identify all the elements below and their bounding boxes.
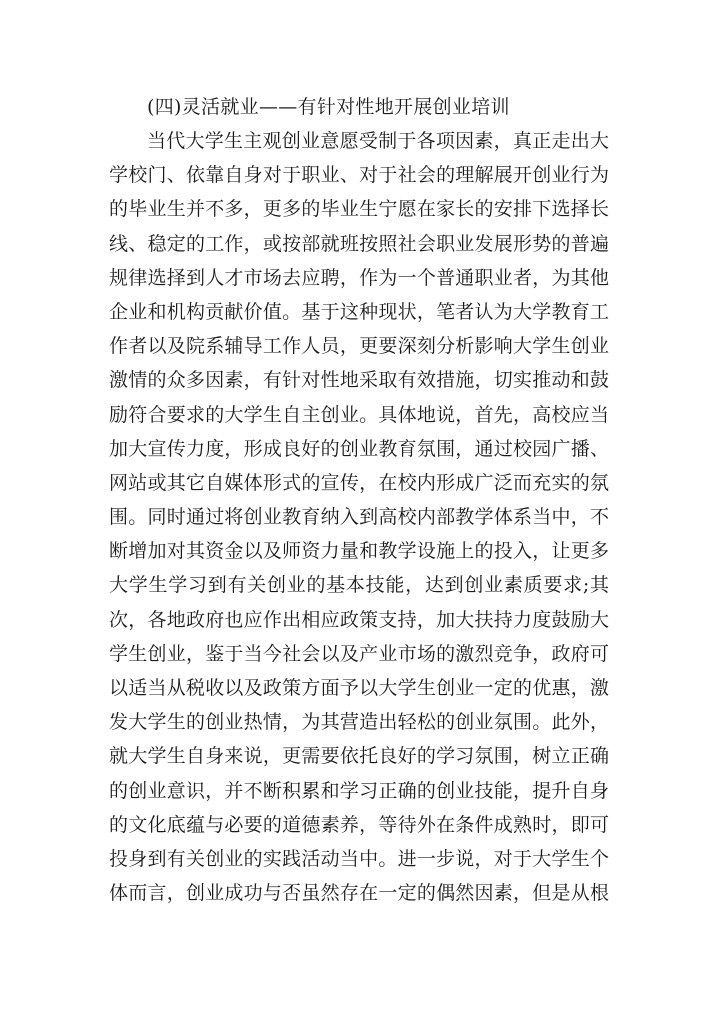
paragraph-line: 断增加对其资金以及师资力量和教学设施上的投入，让更多: [109, 540, 609, 563]
paragraph-line: 加大宣传力度，形成良好的创业教育氛围，通过校园广播、: [109, 437, 609, 460]
paragraph-line: 激情的众多因素，有针对性地采取有效措施，切实推动和鼓: [109, 369, 609, 392]
paragraph-line: 当代大学生主观创业意愿受制于各项因素，真正走出大: [147, 130, 609, 152]
paragraph-line: 的文化底蕴与必要的道德素养，等待外在条件成熟时，即可: [109, 813, 609, 836]
paragraph-line: 的创业意识，并不断积累和学习正确的创业技能，提升自身: [109, 779, 609, 802]
paragraph-line: 次，各地政府也应作出相应政策支持，加大扶持力度鼓励大: [109, 608, 609, 631]
paragraph-line: 学校门、依靠自身对于职业、对于社会的理解展开创业行为: [109, 164, 609, 187]
paragraph-line: 围。同时通过将创业教育纳入到高校内部教学体系当中，不: [109, 506, 609, 529]
paragraph-line: 的毕业生并不多，更多的毕业生宁愿在家长的安排下选择长: [109, 198, 609, 221]
paragraph-line: 企业和机构贡献价值。基于这种现状，笔者认为大学教育工: [109, 300, 609, 323]
paragraph-line: 作者以及院系辅导工作人员，更要深刻分析影响大学生创业: [109, 335, 609, 358]
paragraph-line: 规律选择到人才市场去应聘，作为一个普通职业者，为其他: [109, 266, 609, 289]
paragraph-line: 励符合要求的大学生自主创业。具体地说，首先，高校应当: [109, 403, 609, 426]
paragraph-line: 网站或其它自媒体形式的宣传，在校内形成广泛而充实的氛: [109, 471, 609, 494]
body-paragraph: [109, 124, 609, 910]
paragraph-line: 发大学生的创业热情，为其营造出轻松的创业氛围。此外，: [109, 711, 609, 734]
paragraph-line: 体而言，创业成功与否虽然存在一定的偶然因素，但是从根: [109, 882, 609, 905]
section-heading: (四)灵活就业——有针对性地开展创业培训: [147, 96, 510, 118]
paragraph-line: 以适当从税收以及政策方面予以大学生创业一定的优惠，激: [109, 677, 609, 699]
paragraph-line: 线、稳定的工作，或按部就班按照社会职业发展形势的普遍: [109, 232, 609, 255]
paragraph-line: 投身到有关创业的实践活动当中。进一步说，对于大学生个: [109, 847, 609, 870]
paragraph-line: 学生创业，鉴于当今社会以及产业市场的激烈竞争，政府可: [109, 642, 609, 665]
paragraph-line: 就大学生自身来说，更需要依托良好的学习氛围，树立正确: [109, 745, 609, 768]
paragraph-line: 大学生学习到有关创业的基本技能，达到创业素质要求;其: [109, 574, 609, 597]
